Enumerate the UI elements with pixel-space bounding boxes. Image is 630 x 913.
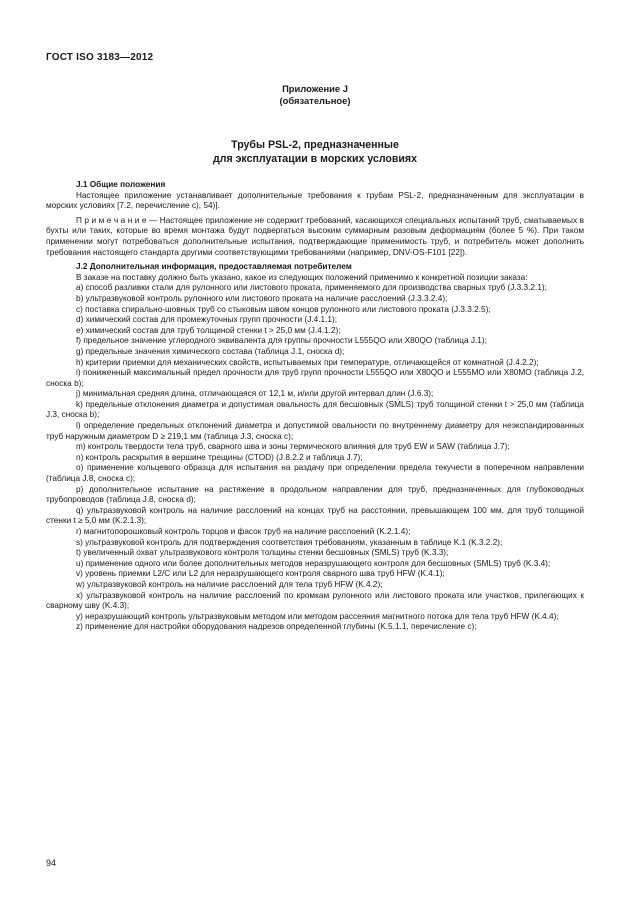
- list-item: f) предельное значение углеродного эквивалента для группы прочности L555QO или X80QO (таблица J.1);: [76, 336, 487, 346]
- list-item: x) ультразвуковой контроль на наличие расслоений по кромкам рулонного или листового проката или участков, прилегающих к сварному шву (K.4.3);: [46, 590, 584, 611]
- list-item: o) применение кольцевого образца для испытания на раздачу при определении предела текучести в поперечном направлении (таблица J.8, сноска c);: [46, 463, 584, 484]
- list-item: c) поставка спирально-шовных труб со стыковым швом концов рулонного или листового проката (J.3.3.2.5);: [76, 304, 491, 314]
- list-item: w) ультразвуковой контроль на наличие расслоений для тела труб HFW (K.4.2);: [76, 579, 383, 589]
- list-item: g) предельные значения химического состава (таблица J.1, сноска d);: [76, 346, 345, 356]
- page-number: 94: [46, 858, 57, 868]
- list-item: e) химический состав для труб толщиной стенки t > 25,0 мм (J.4.1.2);: [76, 325, 341, 335]
- list-item: i) пониженный максимальный предел прочности для труб групп прочности L555QO или X80QO и L555MO или X80MO (таблица J.2, сноска b);: [46, 368, 584, 388]
- section-j2-intro: В заказе на поставку должно быть указано, какое из следующих положений применимо к конкретной позиции заказа:: [76, 272, 528, 282]
- standard-id: ГОСТ ISO 3183—2012: [46, 52, 154, 63]
- list-item: l) определение предельных отклонений диаметра и допустимой овальности по внутреннему диаметру для неэкспандированных труб наружным диаметром D ≥ 219,1 мм (таблица J.3, сноска c);: [46, 421, 584, 441]
- list-item: h) критерии приемки для механических свойств, испытываемых при температуре, отличающейся от комнатной (J.4.2.2);: [76, 357, 539, 367]
- section-heading-j2: J.2 Дополнительная информация, предоставляемая потребителем: [76, 262, 352, 272]
- section-heading-j1: J.1 Общие положения: [76, 180, 166, 189]
- list-item: n) контроль раскрытия в вершине трещины (CTOD) (J.8.2.2 и таблица J.7);: [76, 452, 363, 462]
- list-item: m) контроль твердости тела труб, сварного шва и зоны термического влияния для труб EW и SAW (таблица J.7);: [76, 442, 510, 452]
- section-j1-note: П р и м е ч а н и е — Настоящее приложение не содержит требований, касающихся специальных испытаний труб, сматываемых в бухты или таких, которые во время монтажа будут подвергаться высоким суммарным разовым деформациям (более 5 %). При таком применении могут потребоваться дополнительные испытания, подтверждающие применимость труб, и потребитель может дополнить требования настоящего стандарта другими соответствующими требованиями (например, DNV-OS-F101 [22]).: [46, 215, 584, 257]
- list-item: s) ультразвуковой контроль для подтверждения соответствия требованиям, указанным в таблице K.1 (K.3.2.2);: [76, 537, 503, 547]
- annex-title-line-2: для эксплуатации в морских условиях: [213, 153, 417, 165]
- list-item: a) способ разливки стали для рулонного или листового проката, применяемого для производства сварных труб (J.3.3.2.1);: [76, 283, 547, 293]
- section-j1-paragraph: Настоящее приложение устанавливает дополнительные требования к трубам PSL-2, предназначенным для эксплуатации в морских условиях [7.2, перечисление с), 54)].: [46, 190, 584, 211]
- list-item: d) химический состав для промежуточных групп прочности (J.4.1.1);: [76, 315, 337, 325]
- list-item: j) минимальная средняя длина, отличающаяся от 12,1 м, и/или другой интервал длин (J.6.3);: [76, 389, 434, 399]
- list-item: t) увеличенный охват ультразвукового контроля толщины стенки бесшовных (SMLS) труб (K.3.3);: [76, 548, 449, 558]
- list-item: q) ультразвуковой контроль на наличие расслоений на концах труб на расстоянии, превышающем 100 мм, для труб толщиной стенки t ≥ 5,0 мм (K.2.1.3);: [46, 505, 584, 526]
- list-item: u) применение одного или более дополнительных методов неразрушающего контроля для бесшовных (SMLS) труб (K.3.4);: [76, 558, 551, 568]
- annex-label: Приложение J: [282, 83, 348, 94]
- list-item: z) применение для настройки оборудования надрезов определенной глубины (K.5.1.1, перечисление c);: [76, 622, 477, 632]
- list-item: k) предельные отклонения диаметра и допустимая овальность для бесшовных (SMLS) труб толщиной стенки t > 25,0 мм (таблица J.3, сноска b);: [46, 399, 584, 420]
- annex-title-line-1: Трубы PSL-2, предназначенные: [231, 139, 399, 151]
- list-item: v) уровень приемки L2/C или L2 для неразрушающего контроля сварного шва труб HFW (K.4.1);: [76, 569, 445, 579]
- list-item: p) дополнительное испытание на растяжение в продольном направлении для труб, предназначенных для глубоководных трубопроводов (таблица J.8, сноска d);: [46, 484, 584, 505]
- list-item: r) магнитопорошковый контроль торцов и фасок труб на наличие расслоений (K.2.1.4);: [76, 527, 411, 536]
- list-item: y) неразрушающий контроль ультразвуковым методом или методом рассеяния магнитного потока для тела труб HFW (K.4.4);: [76, 611, 559, 621]
- list-item: b) ультразвуковой контроль рулонного или листового проката на наличие расслоений (J.3.3.2.4);: [76, 293, 448, 303]
- annex-status: (обязательное): [279, 95, 351, 106]
- document-body: [46, 180, 584, 633]
